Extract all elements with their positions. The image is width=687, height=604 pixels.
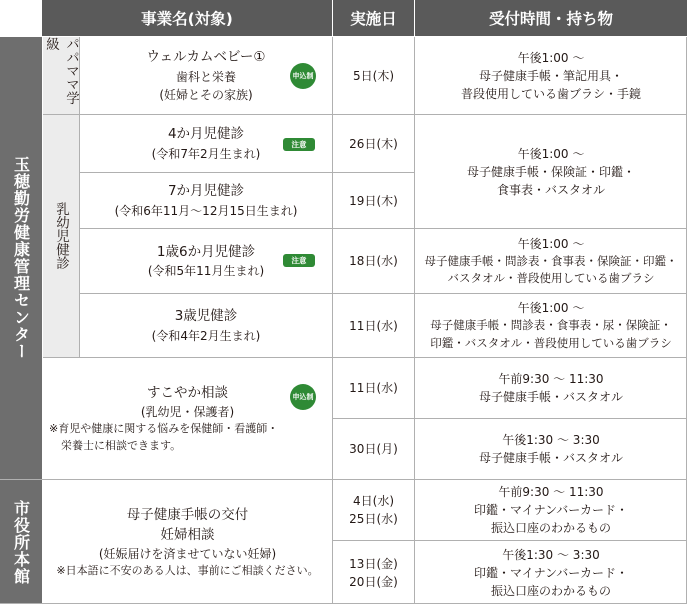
- reception-time: 午後1:30 〜 3:30: [502, 433, 600, 447]
- event-detail: 歯科と栄養: [175, 69, 236, 84]
- reception-time: 午後1:00 〜: [517, 146, 585, 161]
- reception-items: 母子健康手帳・問診表・食事表・保険証・印鑑・: [424, 253, 678, 268]
- event-note: ※日本語に不安のある人は、事前にご相談ください。: [56, 564, 319, 577]
- event-boshi-techo: [43, 480, 332, 604]
- reception-items: 印鑑・マイナンバーカード・: [473, 565, 629, 580]
- grid-line: [80, 293, 687, 294]
- date-cell: 30日(月): [349, 442, 398, 456]
- event-note: 栄養士に相談できます。: [61, 438, 182, 452]
- reception-items: バスタオル・普段使用している歯ブラシ: [447, 271, 655, 285]
- reception-items: 母子健康手帳・筆記用具・: [478, 68, 623, 83]
- date-cell: 5日(木): [353, 68, 394, 83]
- reception-items: 母子健康手帳・保険証・印鑑・: [466, 164, 635, 179]
- apply-badge: 申込制: [290, 384, 316, 410]
- section-shiyakusho: 市役所本館: [0, 480, 42, 604]
- event-name: 母子健康手帳の交付: [126, 506, 249, 523]
- event-target: (妊婦とその家族): [159, 87, 253, 102]
- date-cell: [333, 541, 414, 604]
- event-7month: [80, 173, 332, 228]
- grid-line: [333, 540, 687, 541]
- subgroup-nyuyouji: 乳幼児健診: [43, 115, 79, 357]
- header-reception: 受付時間・持ち物: [415, 0, 687, 36]
- reception-items: 母子健康手帳・問診表・食事表・尿・保険証・: [430, 318, 672, 333]
- reception-items: 振込口座のわかるもの: [490, 583, 611, 598]
- grid-line: [333, 418, 687, 419]
- grid-line: [414, 37, 415, 604]
- reception-time: 午前9:30 〜 11:30: [498, 372, 604, 386]
- grid-line: [79, 37, 80, 357]
- reception-time: 午後1:00 〜: [517, 50, 585, 65]
- reception-cell: [415, 294, 687, 357]
- event-detail: 妊婦相談: [160, 526, 215, 543]
- reception-cell: [415, 37, 687, 114]
- reception-cell: [415, 229, 687, 293]
- reception-items: 母子健康手帳・バスタオル: [478, 390, 623, 404]
- reception-items: 印鑑・マイナンバーカード・: [473, 503, 629, 517]
- event-name: 4か月児健診: [167, 126, 245, 143]
- event-target: (令和5年11月生まれ): [147, 264, 265, 279]
- grid-line: [332, 37, 333, 604]
- subgroup-papamama: パパママ学級: [43, 37, 79, 114]
- reception-time: 午後1:00 〜: [517, 301, 585, 316]
- grid-line: [43, 114, 687, 115]
- reception-time: 午後1:30 〜 3:30: [502, 547, 600, 562]
- reception-cell: [415, 358, 687, 418]
- date-value: 4日(水): [353, 494, 394, 508]
- event-target: (乳幼児・保護者): [140, 405, 235, 420]
- event-target: (令和7年2月生まれ): [151, 146, 261, 161]
- grid-line: [0, 479, 687, 480]
- date-cell: 11日(水): [349, 381, 398, 395]
- date-value: 20日(金): [349, 574, 398, 589]
- reception-items: 振込口座のわかるもの: [490, 521, 611, 535]
- caution-tag: 注意: [283, 254, 315, 267]
- section-tamaho: 玉穂勤労健康管理センター: [0, 37, 42, 479]
- event-name: ウェルカムベビー①: [146, 49, 266, 66]
- grid-line: [80, 228, 687, 229]
- reception-items: 印鑑・バスタオル・普段使用している歯ブラシ: [430, 335, 672, 350]
- reception-items: 食事表・バスタオル: [496, 182, 605, 197]
- grid-line: [80, 172, 414, 173]
- reception-items: 普段使用している歯ブラシ・手鏡: [460, 86, 641, 101]
- grid-line: [43, 357, 687, 358]
- reception-cell: [415, 541, 687, 604]
- header-date: 実施日: [333, 0, 414, 36]
- date-value: 25日(水): [349, 512, 398, 526]
- event-note: ※育児や健康に関する悩みを保健師・看護師・: [49, 422, 279, 436]
- event-name: 3歳児健診: [174, 308, 238, 325]
- reception-cell: [415, 480, 687, 540]
- event-3year: [80, 294, 332, 357]
- date-cell: [333, 480, 414, 540]
- date-cell: 26日(木): [349, 136, 398, 151]
- event-target: (令和4年2月生まれ): [151, 328, 261, 343]
- event-name: 1歳6か月児健診: [156, 243, 256, 260]
- reception-time: 午前9:30 〜 11:30: [498, 485, 604, 499]
- date-value: 13日(金): [349, 556, 398, 571]
- reception-cell: [415, 115, 687, 228]
- event-name: 7か月児健診: [167, 183, 245, 200]
- reception-items: 母子健康手帳・バスタオル: [478, 451, 623, 465]
- date-cell: 18日(水): [349, 254, 398, 268]
- date-cell: 11日(水): [349, 318, 398, 333]
- apply-badge: 申込制: [290, 63, 316, 89]
- reception-time: 午後1:00 〜: [517, 236, 585, 251]
- event-sukoyaka: [43, 358, 332, 479]
- event-name: すこやか相談: [147, 384, 228, 401]
- event-target: (令和6年11月〜12月15日生まれ): [114, 203, 298, 218]
- date-cell: 19日(木): [349, 193, 398, 208]
- header-event: 事業名(対象): [42, 0, 332, 36]
- reception-cell: [415, 419, 687, 479]
- caution-tag: 注意: [283, 138, 315, 151]
- event-target: (妊娠届けを済ませていない妊婦): [98, 547, 277, 561]
